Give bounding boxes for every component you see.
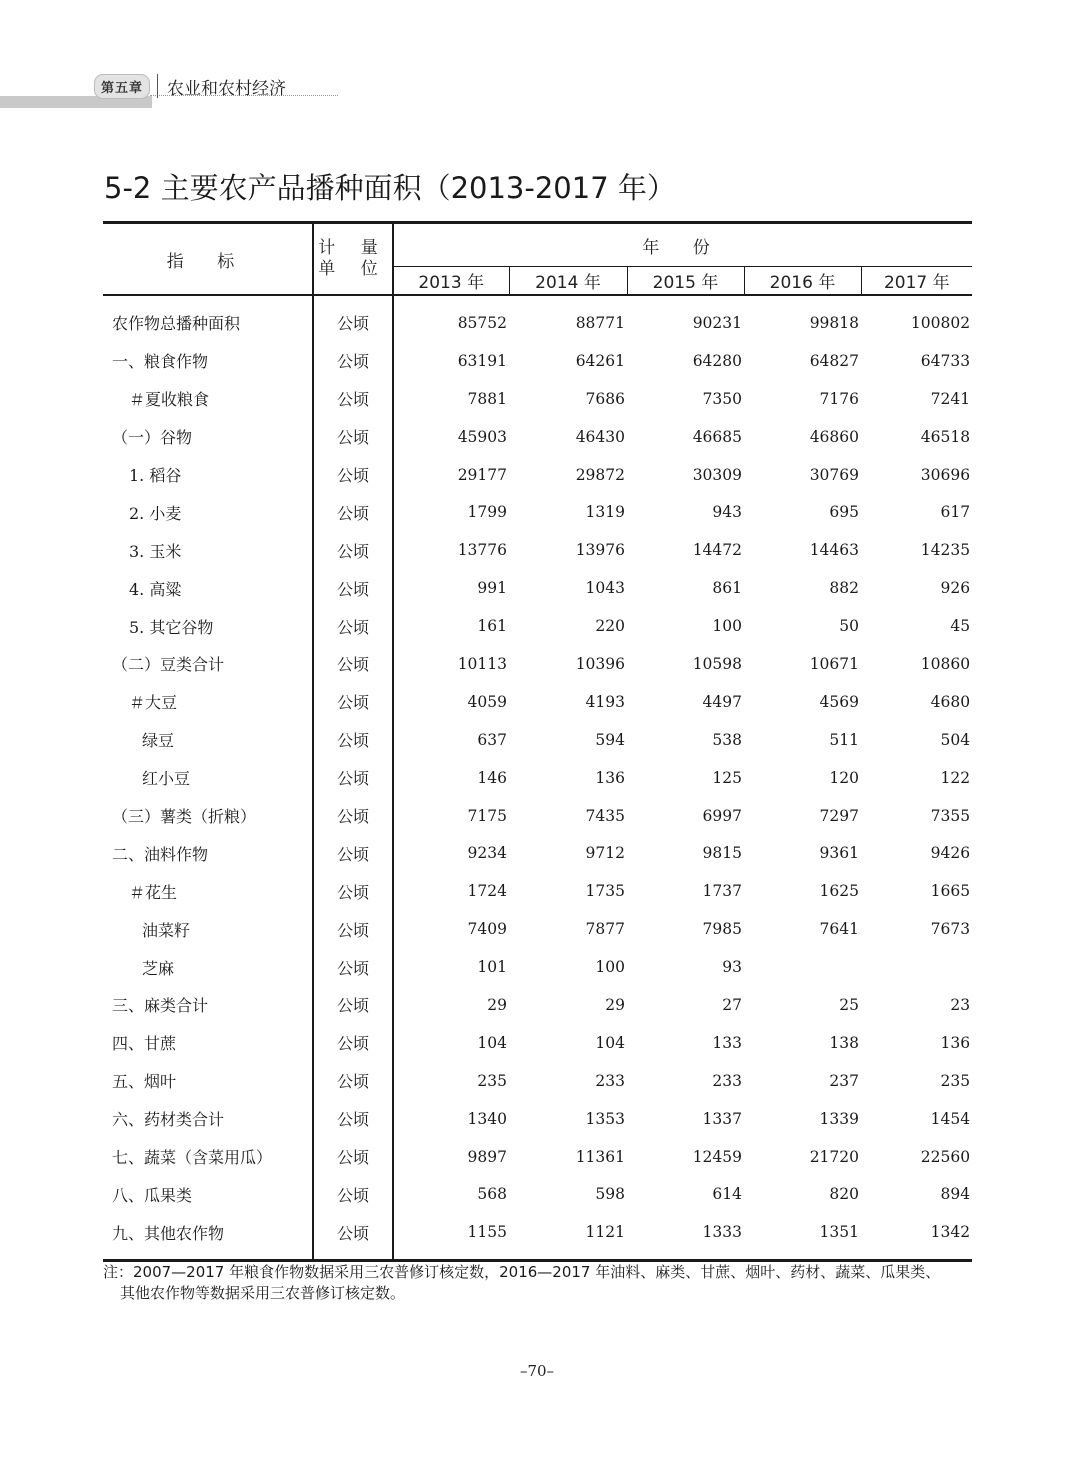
row-value: 538 xyxy=(712,730,742,749)
row-value: 122 xyxy=(940,768,971,787)
row-value: 1340 xyxy=(467,1109,507,1128)
row-value: 1333 xyxy=(627,1213,744,1260)
row-value: 233 xyxy=(712,1071,742,1090)
row-indicator: 5. 其它谷物 xyxy=(129,617,214,637)
row-unit: 公顷 xyxy=(313,948,393,986)
row-value: 9712 xyxy=(585,844,625,863)
table-row xyxy=(103,569,972,607)
row-unit: 公顷 xyxy=(313,607,393,645)
row-value: 30696 xyxy=(920,465,971,484)
row-value: 7673 xyxy=(930,920,971,939)
row-value: 93 xyxy=(722,958,742,977)
table-row xyxy=(103,797,972,835)
row-unit: 公顷 xyxy=(313,1024,393,1062)
row-unit: 公顷 xyxy=(313,1100,393,1138)
row-value: 235 xyxy=(477,1071,507,1090)
row-indicator: 4. 高粱 xyxy=(129,579,182,599)
row-indicator: 红小豆 xyxy=(142,769,191,789)
row-unit: 公顷 xyxy=(313,872,393,910)
page-number: –70– xyxy=(519,1362,555,1380)
row-unit: 公顷 xyxy=(313,1062,393,1100)
row-value: 88771 xyxy=(575,313,625,332)
row-indicator: ＃夏收粮食 xyxy=(129,390,210,410)
row-value: 29 xyxy=(487,995,507,1014)
table-row xyxy=(103,380,972,418)
row-value: 894 xyxy=(940,1185,971,1204)
table-row xyxy=(103,872,972,910)
row-indicator: 六、药材类合计 xyxy=(112,1110,225,1130)
row-value: 23 xyxy=(950,995,971,1014)
row-value: 861 xyxy=(712,579,742,598)
row-unit: 公顷 xyxy=(313,797,393,835)
row-value: 7175 xyxy=(467,806,507,825)
row-value: 7409 xyxy=(467,920,507,939)
row-value: 237 xyxy=(829,1071,859,1090)
row-value: 100 xyxy=(712,617,742,636)
chapter-title: 农业和农村经济 xyxy=(167,78,287,99)
row-value: 568 xyxy=(477,1185,507,1204)
header-unit-line2: 单 位 xyxy=(318,259,388,279)
row-value: 133 xyxy=(712,1033,742,1052)
row-value: 882 xyxy=(829,579,859,598)
row-indicator: 三、麻类合计 xyxy=(112,996,209,1016)
row-value xyxy=(861,948,972,986)
row-value: 220 xyxy=(595,617,625,636)
row-value: 63191 xyxy=(457,351,507,370)
row-value: 1337 xyxy=(702,1109,742,1128)
table-row xyxy=(103,295,972,342)
row-value: 64733 xyxy=(920,351,971,370)
row-value: 7985 xyxy=(702,920,742,939)
row-indicator: （一）谷物 xyxy=(112,428,193,448)
row-indicator: 四、甘蔗 xyxy=(112,1034,177,1054)
row-unit: 公顷 xyxy=(313,418,393,456)
row-value: 1625 xyxy=(819,882,859,901)
row-value: 4193 xyxy=(585,692,625,711)
row-unit: 公顷 xyxy=(313,986,393,1024)
table-row xyxy=(103,721,972,759)
row-value: 45 xyxy=(950,617,971,636)
table-row xyxy=(103,1138,972,1176)
row-value: 1342 xyxy=(861,1213,972,1260)
sown-area-table xyxy=(103,221,972,1262)
row-value: 617 xyxy=(940,503,971,522)
row-indicator: 2. 小麦 xyxy=(129,503,182,523)
table-row xyxy=(103,683,972,721)
table-row xyxy=(103,1062,972,1100)
row-value: 46860 xyxy=(809,427,859,446)
row-unit: 公顷 xyxy=(313,721,393,759)
row-value: 4059 xyxy=(467,692,507,711)
row-value: 10860 xyxy=(920,654,971,673)
table-row xyxy=(103,1024,972,1062)
row-value: 90231 xyxy=(692,313,742,332)
row-value xyxy=(744,948,861,986)
row-unit: 公顷 xyxy=(313,683,393,721)
row-value: 1724 xyxy=(467,882,507,901)
header-unit xyxy=(313,223,393,296)
table-note xyxy=(103,1262,983,1304)
row-value: 120 xyxy=(829,768,859,787)
row-indicator: ＃大豆 xyxy=(129,693,178,713)
table-row xyxy=(103,1100,972,1138)
header-year-3: 2016 年 xyxy=(744,267,861,296)
row-indicator: 绿豆 xyxy=(142,731,175,751)
row-value: 9815 xyxy=(702,844,742,863)
table-row xyxy=(103,1213,972,1260)
header-year-0: 2013 年 xyxy=(393,267,509,296)
row-value: 1353 xyxy=(585,1109,625,1128)
row-value: 4569 xyxy=(819,692,859,711)
row-value: 511 xyxy=(829,730,859,749)
row-value: 10598 xyxy=(692,654,742,673)
row-value: 594 xyxy=(595,730,625,749)
table-row xyxy=(103,759,972,797)
row-value: 21720 xyxy=(809,1147,859,1166)
row-indicator: 一、粮食作物 xyxy=(112,352,209,372)
row-value: 46430 xyxy=(575,427,625,446)
row-value: 25 xyxy=(839,995,859,1014)
row-value: 146 xyxy=(477,768,507,787)
row-indicator: 3. 玉米 xyxy=(129,541,182,561)
row-value: 233 xyxy=(595,1071,625,1090)
row-value: 27 xyxy=(722,995,742,1014)
row-value: 991 xyxy=(477,579,507,598)
row-unit: 公顷 xyxy=(313,342,393,380)
row-indicator: （三）薯类（折粮） xyxy=(112,807,257,827)
row-value: 1121 xyxy=(509,1213,627,1260)
row-value: 7686 xyxy=(585,389,625,408)
row-indicator: 九、其他农作物 xyxy=(103,1213,313,1260)
row-value: 1454 xyxy=(930,1109,971,1128)
table-row xyxy=(103,493,972,531)
row-value: 13776 xyxy=(457,541,507,560)
row-value: 12459 xyxy=(692,1147,742,1166)
row-value: 64827 xyxy=(809,351,859,370)
header-year-1: 2014 年 xyxy=(509,267,627,296)
chapter-badge: 第五章 xyxy=(94,74,150,99)
row-value: 85752 xyxy=(457,313,507,332)
table-body xyxy=(103,295,972,1261)
row-indicator: 七、蔬菜（含菜用瓜） xyxy=(112,1148,273,1168)
row-value: 695 xyxy=(829,503,859,522)
header-year-group: 年 份 xyxy=(393,223,972,267)
row-value: 7641 xyxy=(819,920,859,939)
row-value: 136 xyxy=(940,1033,971,1052)
row-value: 9426 xyxy=(930,844,971,863)
table-row xyxy=(103,948,972,986)
row-value: 29177 xyxy=(457,465,507,484)
row-unit: 公顷 xyxy=(313,834,393,872)
row-value: 6997 xyxy=(702,806,742,825)
row-value: 10113 xyxy=(457,654,507,673)
row-value: 1339 xyxy=(819,1109,859,1128)
header-separator xyxy=(157,74,158,98)
row-value: 125 xyxy=(712,768,742,787)
row-unit: 公顷 xyxy=(313,295,393,342)
row-value: 101 xyxy=(477,958,507,977)
note-line-2: 其他农作物等数据采用三农普修订核定数。 xyxy=(120,1284,406,1302)
row-value: 614 xyxy=(712,1185,742,1204)
row-value: 46685 xyxy=(692,427,742,446)
row-value: 11361 xyxy=(575,1147,625,1166)
row-value: 7877 xyxy=(585,920,625,939)
row-value: 10396 xyxy=(575,654,625,673)
note-line-1: 注：2007—2017 年粮食作物数据采用三农普修订核定数，2016—2017 年油料、麻类、甘蔗、烟叶、药材、蔬菜、瓜果类、 xyxy=(103,1263,941,1281)
row-value: 7881 xyxy=(467,389,507,408)
row-unit: 公顷 xyxy=(313,456,393,494)
row-value: 29 xyxy=(605,995,625,1014)
row-indicator: ＃花生 xyxy=(129,882,178,902)
row-value: 1737 xyxy=(702,882,742,901)
table-row xyxy=(103,1175,972,1213)
table-row xyxy=(103,645,972,683)
row-indicator: 芝麻 xyxy=(142,958,175,978)
table-row xyxy=(103,456,972,494)
row-indicator: 八、瓜果类 xyxy=(112,1185,193,1205)
row-value: 13976 xyxy=(575,541,625,560)
row-unit: 公顷 xyxy=(313,759,393,797)
table-row xyxy=(103,531,972,569)
row-value: 1799 xyxy=(467,503,507,522)
row-value: 136 xyxy=(595,768,625,787)
row-value: 10671 xyxy=(809,654,859,673)
row-value: 943 xyxy=(712,503,742,522)
row-value: 29872 xyxy=(575,465,625,484)
row-value: 7241 xyxy=(930,389,971,408)
row-unit: 公顷 xyxy=(313,380,393,418)
row-indicator: （二）豆类合计 xyxy=(112,655,225,675)
row-value: 100 xyxy=(595,958,625,977)
row-unit: 公顷 xyxy=(313,531,393,569)
row-value: 1665 xyxy=(930,882,971,901)
row-value: 7297 xyxy=(819,806,859,825)
row-value: 637 xyxy=(477,730,507,749)
row-value: 7350 xyxy=(702,389,742,408)
row-value: 14463 xyxy=(809,541,859,560)
table-row xyxy=(103,834,972,872)
row-unit: 公顷 xyxy=(313,1213,393,1260)
row-value: 138 xyxy=(829,1033,859,1052)
row-value: 9234 xyxy=(467,844,507,863)
row-value: 50 xyxy=(839,617,859,636)
row-value: 7355 xyxy=(930,806,971,825)
row-unit: 公顷 xyxy=(313,645,393,683)
table-row xyxy=(103,607,972,645)
row-value: 46518 xyxy=(920,427,971,446)
row-unit: 公顷 xyxy=(313,1175,393,1213)
row-indicator: 油菜籽 xyxy=(142,920,191,940)
row-value: 4497 xyxy=(702,692,742,711)
row-value: 14235 xyxy=(920,541,971,560)
row-value: 161 xyxy=(477,617,507,636)
row-value: 598 xyxy=(595,1185,625,1204)
row-value: 100802 xyxy=(910,313,971,332)
data-table-container xyxy=(103,221,972,1262)
table-row xyxy=(103,910,972,948)
row-value: 99818 xyxy=(809,313,859,332)
row-unit: 公顷 xyxy=(313,910,393,948)
row-value: 64261 xyxy=(575,351,625,370)
row-value: 1735 xyxy=(585,882,625,901)
row-value: 30769 xyxy=(809,465,859,484)
row-value: 7435 xyxy=(585,806,625,825)
header-indicator: 指 标 xyxy=(103,223,313,296)
row-value: 504 xyxy=(940,730,971,749)
row-value: 1043 xyxy=(585,579,625,598)
row-indicator: 五、烟叶 xyxy=(112,1072,177,1092)
row-value: 64280 xyxy=(692,351,742,370)
row-value: 9361 xyxy=(819,844,859,863)
row-indicator: 二、油料作物 xyxy=(112,844,209,864)
row-value: 820 xyxy=(829,1185,859,1204)
row-value: 9897 xyxy=(467,1147,507,1166)
table-row xyxy=(103,342,972,380)
row-unit: 公顷 xyxy=(313,569,393,607)
row-value: 1319 xyxy=(585,503,625,522)
row-value: 1351 xyxy=(744,1213,861,1260)
row-value: 104 xyxy=(477,1033,507,1052)
row-value: 104 xyxy=(595,1033,625,1052)
row-unit: 公顷 xyxy=(313,493,393,531)
table-row xyxy=(103,418,972,456)
table-row xyxy=(103,986,972,1024)
row-unit: 公顷 xyxy=(313,1138,393,1176)
row-value: 235 xyxy=(940,1071,971,1090)
row-value: 1155 xyxy=(393,1213,509,1260)
header-year-2: 2015 年 xyxy=(627,267,744,296)
row-value: 14472 xyxy=(692,541,742,560)
header-unit-line1: 计 量 xyxy=(318,238,388,258)
running-header xyxy=(94,72,286,100)
row-value: 30309 xyxy=(692,465,742,484)
row-value: 45903 xyxy=(457,427,507,446)
row-value: 7176 xyxy=(819,389,859,408)
header-year-4: 2017 年 xyxy=(861,267,972,296)
row-value: 4680 xyxy=(930,692,971,711)
row-indicator: 农作物总播种面积 xyxy=(112,314,241,334)
page-title: 5-2 主要农产品播种面积（2013-2017 年） xyxy=(104,171,676,205)
row-value: 926 xyxy=(940,579,971,598)
row-indicator: 1. 稻谷 xyxy=(129,466,182,485)
row-value: 22560 xyxy=(920,1147,971,1166)
